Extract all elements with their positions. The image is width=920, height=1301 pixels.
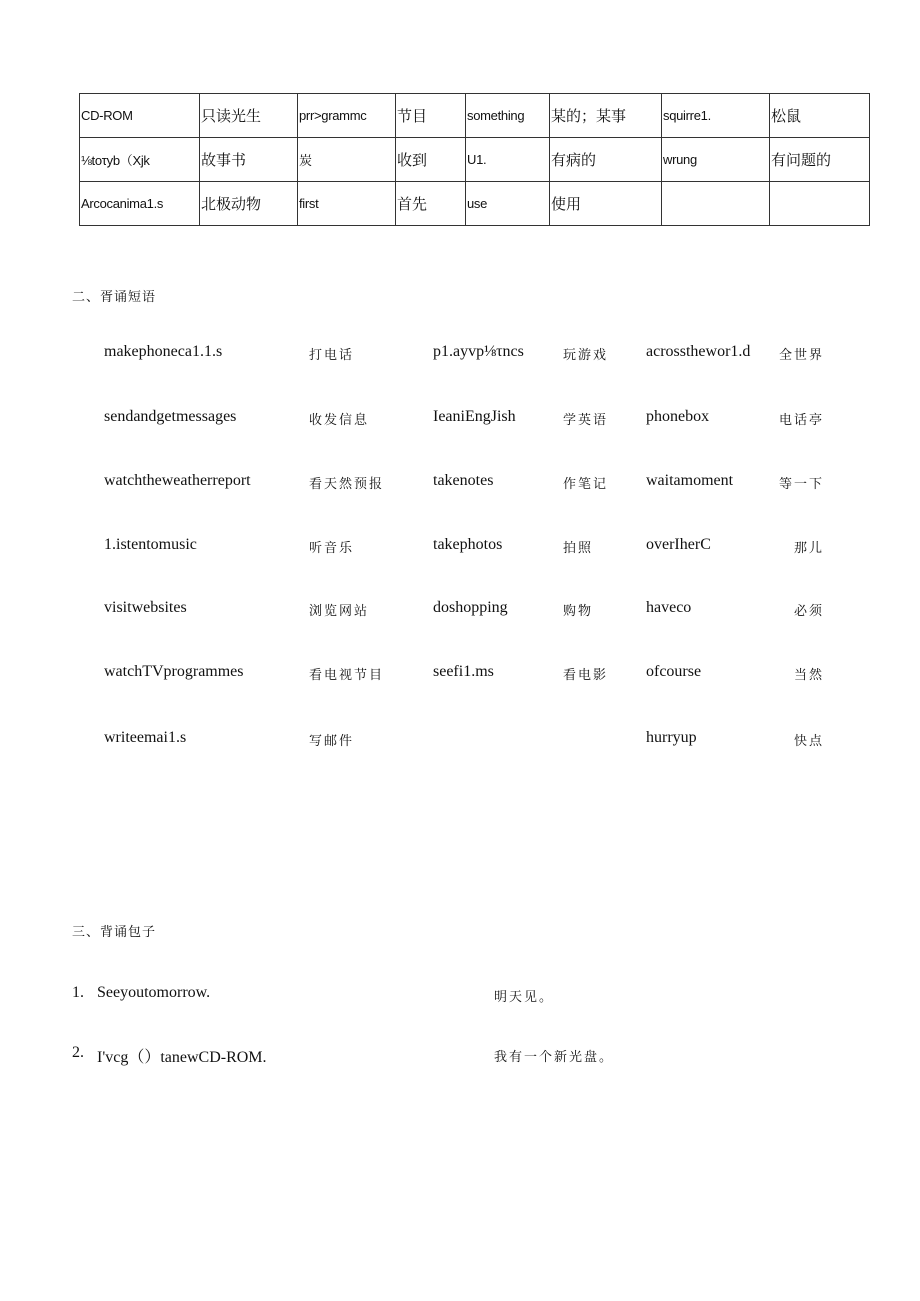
phrase-english: visitwebsites bbox=[104, 599, 187, 616]
sentence-number: 2. bbox=[72, 1044, 84, 1061]
vocab-meaning: 有病的 bbox=[550, 138, 662, 182]
phrase-english: 1.istentomusic bbox=[104, 536, 197, 553]
phrase-chinese: 那儿 bbox=[793, 541, 824, 556]
phrase-english: takenotes bbox=[433, 472, 494, 489]
phrase-chinese: 打电话 bbox=[309, 348, 355, 363]
phrase-chinese: 听音乐 bbox=[309, 541, 355, 556]
vocab-word bbox=[662, 182, 770, 226]
vocab-meaning: 有问题的 bbox=[770, 138, 870, 182]
vocab-word: U1. bbox=[466, 138, 550, 182]
phrase-english: seefi1.ms bbox=[433, 663, 494, 680]
phrase-english: doshopping bbox=[433, 599, 508, 616]
phrase-chinese: 等一下 bbox=[778, 477, 824, 492]
phrase-english: waitamoment bbox=[646, 472, 734, 489]
phrase-english: IeaniEngJish bbox=[433, 408, 516, 425]
phrase-english: makephoneca1.1.s bbox=[104, 343, 223, 360]
phrase-english: writeemai1.s bbox=[104, 729, 187, 746]
vocab-word: prr>grammc bbox=[298, 94, 396, 138]
phrase-chinese: 收发信息 bbox=[309, 413, 370, 428]
vocab-word: Arcocanima1.s bbox=[80, 182, 200, 226]
sentence-chinese: 我有一个新光盘。 bbox=[494, 1050, 615, 1065]
phrase-chinese: 学英语 bbox=[563, 413, 609, 428]
phrase-chinese: 全世界 bbox=[778, 348, 824, 363]
phrase-chinese: 看天然预报 bbox=[309, 477, 385, 492]
vocab-row bbox=[80, 182, 870, 226]
vocab-row bbox=[80, 94, 870, 138]
vocab-meaning: 收到 bbox=[396, 138, 466, 182]
phrase-english: watchtheweatherreport bbox=[104, 472, 251, 489]
phrase-english: p1.ayvp⅛τncs bbox=[433, 343, 524, 360]
vocab-row bbox=[80, 138, 870, 182]
phrase-english: acrossthewor1.d bbox=[646, 343, 751, 360]
vocab-word: something bbox=[466, 94, 550, 138]
phrase-english: haveco bbox=[646, 599, 692, 616]
vocab-word: wrung bbox=[662, 138, 770, 182]
phrase-chinese: 玩游戏 bbox=[563, 348, 609, 363]
phrase-chinese: 当然 bbox=[793, 668, 824, 683]
phrase-chinese: 电话亭 bbox=[778, 413, 824, 428]
vocab-meaning: 松鼠 bbox=[770, 94, 870, 138]
phrase-chinese: 看电影 bbox=[563, 668, 609, 683]
vocab-meaning: 某的；某事 bbox=[550, 94, 662, 138]
sentence-english: Seeyoutomorrow. bbox=[97, 984, 211, 1001]
sentence-number: 1. bbox=[72, 984, 84, 1001]
vocab-meaning: 首先 bbox=[396, 182, 466, 226]
phrase-chinese: 作笔记 bbox=[563, 477, 609, 492]
phrase-chinese: 看电视节目 bbox=[309, 668, 385, 683]
vocab-word: first bbox=[298, 182, 396, 226]
phrase-chinese: 必须 bbox=[793, 604, 824, 619]
section2-title: 二、胥诵短语 bbox=[72, 290, 157, 305]
vocab-word: use bbox=[466, 182, 550, 226]
phrase-chinese: 写邮件 bbox=[309, 734, 355, 749]
vocab-meaning: 故事书 bbox=[200, 138, 298, 182]
phrase-chinese: 浏览网站 bbox=[309, 604, 370, 619]
vocab-word: 炭 bbox=[298, 138, 396, 182]
section3-title: 三、背诵包子 bbox=[72, 925, 157, 940]
vocab-table bbox=[79, 93, 870, 226]
phrase-chinese: 快点 bbox=[793, 734, 824, 749]
vocab-meaning: 使用 bbox=[550, 182, 662, 226]
vocab-word: squirre1. bbox=[662, 94, 770, 138]
phrase-english: ofcourse bbox=[646, 663, 702, 680]
vocab-meaning: 只读光生 bbox=[200, 94, 298, 138]
sentence-english: I'vcg（）tanewCD-ROM. bbox=[97, 1049, 267, 1066]
phrase-english: takephotos bbox=[433, 536, 503, 553]
phrase-english: overIherC bbox=[646, 536, 711, 553]
vocab-meaning: 北极动物 bbox=[200, 182, 298, 226]
sentence-chinese: 明天见。 bbox=[494, 990, 555, 1005]
vocab-meaning bbox=[770, 182, 870, 226]
phrase-english: watchTVprogrammes bbox=[104, 663, 244, 680]
phrase-english: phonebox bbox=[646, 408, 710, 425]
phrase-chinese: 购物 bbox=[563, 604, 594, 619]
vocab-meaning: 节目 bbox=[396, 94, 466, 138]
phrase-chinese: 拍照 bbox=[563, 541, 594, 556]
phrase-english: sendandgetmessages bbox=[104, 408, 237, 425]
phrase-english: hurryup bbox=[646, 729, 697, 746]
vocab-word: ⅛toτyb（Xjk bbox=[80, 138, 200, 182]
vocab-word: CD-ROM bbox=[80, 94, 200, 138]
